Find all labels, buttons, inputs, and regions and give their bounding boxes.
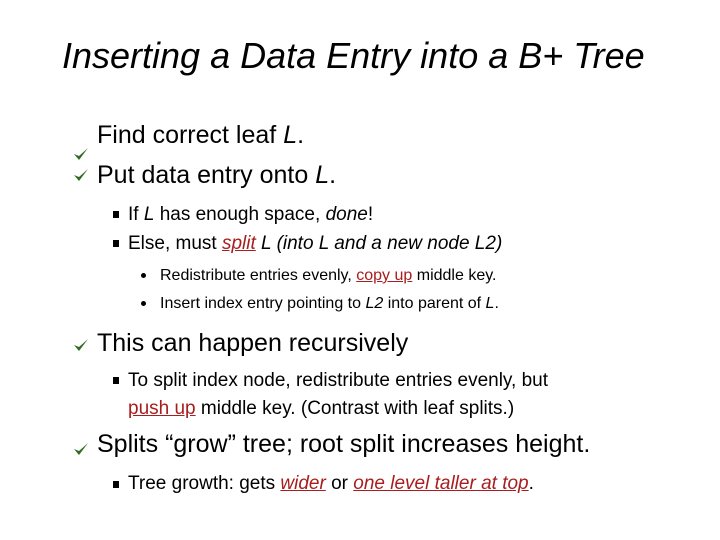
square-bullet-icon xyxy=(113,377,119,384)
bullet-find-leaf: Find correct leaf L. xyxy=(97,121,305,149)
square-bullet-icon xyxy=(113,240,119,247)
sub-split-index-line2: push up middle key. (Contrast with leaf splits.) xyxy=(128,398,515,419)
checkmark-bullet-icon xyxy=(72,145,90,163)
dot-bullet-icon xyxy=(141,273,146,278)
checkmark-bullet-icon xyxy=(72,440,90,458)
sub-split-index-line1: To split index node, redistribute entries evenly, but xyxy=(128,370,548,391)
square-bullet-icon xyxy=(113,211,119,218)
sub-enough-space: If L has enough space, done! xyxy=(128,204,374,225)
checkmark-bullet-icon xyxy=(72,336,90,354)
square-bullet-icon xyxy=(113,481,119,488)
sub2-redistribute: Redistribute entries evenly, copy up middle key. xyxy=(160,267,497,284)
bullet-put-entry: Put data entry onto L. xyxy=(97,161,337,189)
bullet-splits-grow: Splits “grow” tree; root split increases height. xyxy=(97,430,591,458)
checkmark-bullet-icon xyxy=(72,166,90,184)
sub-tree-growth: Tree growth: gets wider or one level taller at top. xyxy=(128,473,534,494)
dot-bullet-icon xyxy=(141,301,146,306)
slide-title: Inserting a Data Entry into a B+ Tree xyxy=(62,35,645,76)
sub2-insert-index: Insert index entry pointing to L2 into parent of L. xyxy=(160,295,499,312)
sub-must-split: Else, must split L (into L and a new node L2) xyxy=(128,233,503,254)
bullet-recursive: This can happen recursively xyxy=(97,329,409,357)
